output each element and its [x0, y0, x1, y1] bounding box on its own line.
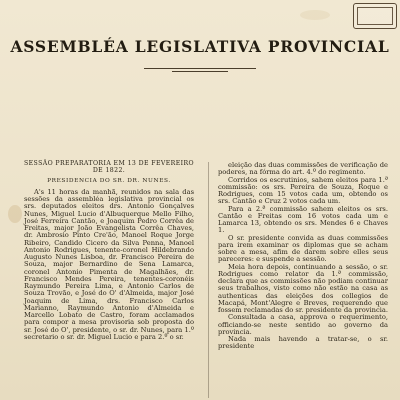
title-rule — [144, 68, 256, 69]
session-heading: SESSÃO PREPARATORIA EM 13 DE FEVEREIRO DE 1822. — [24, 160, 195, 175]
right-column — [218, 162, 388, 351]
archive-stamp — [353, 3, 397, 29]
paper-stain — [8, 205, 22, 223]
right-paragraph: eleição das duas commissões de verificação de poderes, na fórma do art. 4.º do regimento. — [218, 161, 388, 177]
column-divider — [208, 162, 209, 398]
right-paragraph: Consultada a casa, approva o requerimento, officiando-se neste sentido ao governo da provincia. — [218, 313, 388, 336]
right-paragraph: Para a 2.ª commissão sahem eleitos os srs. Cantão e Freitas com 16 votos cada um e Lamarca 13, obtendo os srs. Mendes 6 e Chaves 1. — [218, 204, 388, 235]
right-paragraph: Meia hora depois, continuando a sessão, o sr. Rodrigues como relator da 1.ª commissão, declara que as commissões não podiam continuar seus trabalhos, visto como não estão na casa as authenticas das eleições dos collegios de Macapá, Mont'Alegre e Breves, requerendo que fossem reclamadas do sr. presidente da provincia. — [218, 262, 388, 314]
paper-stain — [300, 10, 330, 20]
right-paragraph: O sr. presidente convida as duas commissões para irem examinar os diplomas que se acham sobre a mesa, afim de darem sobre elles seus pareceres: e suspende a sessão. — [218, 233, 388, 264]
left-column — [24, 160, 194, 341]
title-rule-short — [172, 71, 228, 72]
archive-stamp-frame — [357, 7, 393, 25]
session-subheading: PRESIDENCIA DO SR. DR. NUNES. — [47, 177, 171, 184]
left-paragraph: A's 11 horas da manhã, reunidos na sala das sessões da assembléa legislativa provincial os srs. deputados eleitos drs. Antonio Gonçalves Nunes, Miguel Lucio d'Albuquerque Mello Filho, José Ferreira Cantão, e Joaquim Pedro Corrêa de Freitas, major João Evangelista Corrêa Chaves, dr. Ambrosio Pinto Cre'ão, Manoel Roque Jorge Ribeiro, Candido Cicero da Silva Penna, Manoel Antonio Rodrigues, tenente-coronel Hildebrando Augusto Nunes Lisboa, dr. Francisco Pereira de Souza, major Bernardino de Sena Lamarca, coronel Antonio Pimenta de Magalhães, dr. Francisco Mendes Pereira, tenentes-coronéis Raymundo Pereira Lima, e Antonio Carlos de Souza Trovão, e José do O' d'Almeida, major José Joaquim de Lima, drs. Francisco Carlos Marianno, Raymundo Antonio d'Almeida e Marcello Lobato de Castro, foram acclamados para compor a mesa provisoria sob proposta do sr. José do O', presidente, o sr. dr. Nunes, para 1.º secretario o sr. dr. Miguel Lucio e para 2.º o sr. — [24, 187, 194, 341]
page-title: ASSEMBLÉA LEGISLATIVA PROVINCIAL — [10, 37, 390, 56]
right-paragraph: Nada mais havendo a tratar-se, o sr. presidente — [218, 335, 388, 351]
right-paragraph: Corridos os escrutinios, sahem eleitos para 1.ª commissão: os srs. Pereira de Souza, Roque e Rodrigues, com 15 votos cada um, obtendo os srs. Cantão e Cruz 2 votos cada um. — [218, 175, 388, 206]
